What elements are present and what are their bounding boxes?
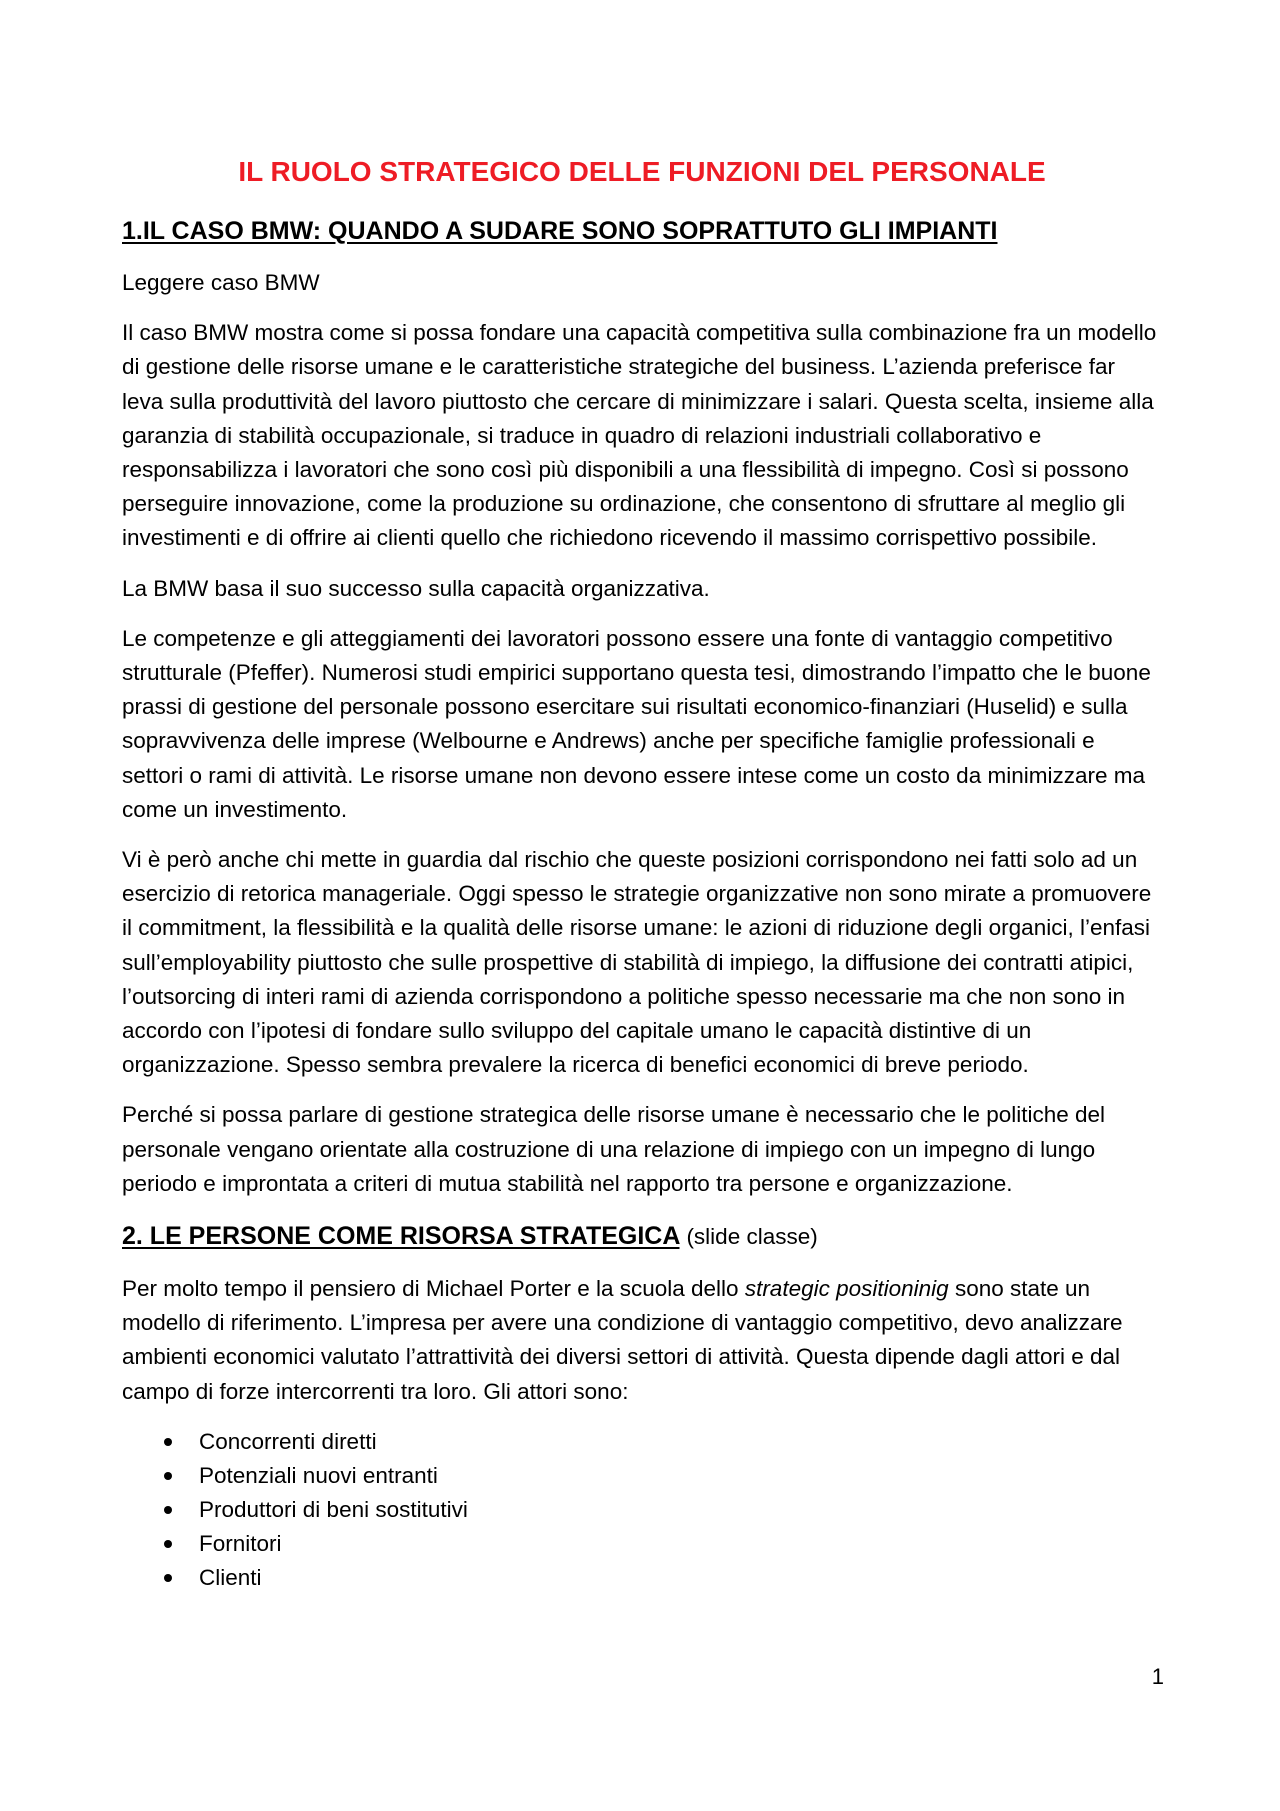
list-item (122, 1493, 1162, 1527)
section-2-heading-text: 2. LE PERSONE COME RISORSA STRATEGICA (122, 1222, 680, 1251)
bullet-icon (164, 1540, 172, 1548)
bullet-icon (164, 1472, 172, 1480)
actors-list (122, 1425, 1162, 1595)
bullet-icon (164, 1506, 172, 1514)
paragraph-competences: Le competenze e gli atteggiamenti dei lavoratori possono essere una fonte di vantaggio competitivo strutturale (Pfeffer). Numerosi studi empirici supportano questa tesi, dimostrando l’impatto che le buone prassi di gestione del personale possono esercitare sui risultati economico-finanziari (Huselid) e sulla sopravvivenza delle imprese (Welbourne e Andrews) anche per specifiche famiglie professionali e settori o rami di attività. Le risorse umane non devono essere intese come un costo da minimizzare ma come un investimento. (122, 625, 1151, 822)
paragraph-bmw-case: Il caso BMW mostra come si possa fondare una capacità competitiva sulla combinazione fra un modello di gestione delle risorse umane e le caratteristiche strategiche del business. L’azienda preferisce far leva sulla produttività del lavoro piuttosto che cercare di minimizzare i salari. Questa scelta, insieme alla garanzia di stabilità occupazionale, si traduce in quadro di relazioni industriali collaborativo e responsabilizza i lavoratori che sono così più disponibili a una flessibilità di impegno. Così si possono perseguire innovazione, come la produzione su ordinazione, che consentono di sfruttare al meglio gli investimenti e di offrire ai clienti quello che richiedono ricevendo il massimo corrispettivo possibile. (122, 320, 1157, 551)
paragraph-bmw-success: La BMW basa il suo successo sulla capacità organizzativa. (122, 575, 710, 601)
list-item (122, 1425, 1162, 1459)
bullet-icon (164, 1574, 172, 1582)
list-item-text: Potenziali nuovi entranti (199, 1462, 438, 1488)
porter-italic-term: strategic positioninig (744, 1276, 949, 1302)
paragraph-warning: Vi è però anche chi mette in guardia dal rischio che queste posizioni corrispondono nei fatti solo ad un esercizio di retorica manageriale. Oggi spesso le strategie organizzative non sono mirate a promuovere il commitment, la flessibilità e la qualità delle risorse umane: le azioni di riduzione degli organici, l’enfasi sull’employability piuttosto che sulle prospettive di stabilità di impiego, la diffusione dei contratti atipici, l’outsorcing di interi rami di azienda corrispondono a politiche spesso necessarie ma che non sono in accordo con l’ipotesi di fondare sullo sviluppo del capitale umano le capacità distintive di un organizzazione. Spesso sembra prevalere la ricerca di benefici economici di breve periodo. (122, 847, 1152, 1078)
list-item (122, 1527, 1162, 1561)
bullet-icon (164, 1438, 172, 1446)
paragraph-porter (122, 1272, 1162, 1409)
document-body (122, 152, 1162, 1595)
list-item (122, 1561, 1162, 1595)
paragraph-read-case: Leggere caso BMW (122, 270, 320, 295)
section-2-heading-note: (slide classe) (686, 1224, 818, 1250)
list-item-text: Concorrenti diretti (199, 1428, 377, 1454)
document-title: IL RUOLO STRATEGICO DELLE FUNZIONI DEL PERSONALE (238, 156, 1046, 187)
page-number: 1 (1151, 1664, 1164, 1689)
paragraph-strategic-management: Perché si possa parlare di gestione strategica delle risorse umane è necessario che le politiche del personale vengano orientate alla costruzione di una relazione di impiego con un impegno di lungo periodo e improntata a criteri di mutua stabilità nel rapporto tra persone e organizzazione. (122, 1102, 1106, 1196)
section-1-heading-text: 1.IL CASO BMW: QUANDO A SUDARE SONO SOPRATTUTO GLI IMPIANTI (122, 217, 998, 245)
section-2-heading (122, 1217, 1162, 1256)
porter-text-end: sono state un modello di riferimento. L’impresa per avere una condizione di vantaggio competitivo, devo analizzare ambienti economici valutato l’attrattività dei diversi settori di attività. Questa dipende dagli attori e dal campo di forze intercorrenti tra loro. Gli attori sono: (122, 1276, 1123, 1404)
list-item-text: Fornitori (199, 1530, 282, 1556)
list-item-text: Produttori di beni sostitutivi (199, 1496, 468, 1522)
section-1-heading (122, 212, 1162, 250)
porter-text-start: Per molto tempo il pensiero di Michael Porter e la scuola dello (122, 1276, 745, 1302)
list-item (122, 1459, 1162, 1493)
list-item-text: Clienti (199, 1564, 262, 1590)
